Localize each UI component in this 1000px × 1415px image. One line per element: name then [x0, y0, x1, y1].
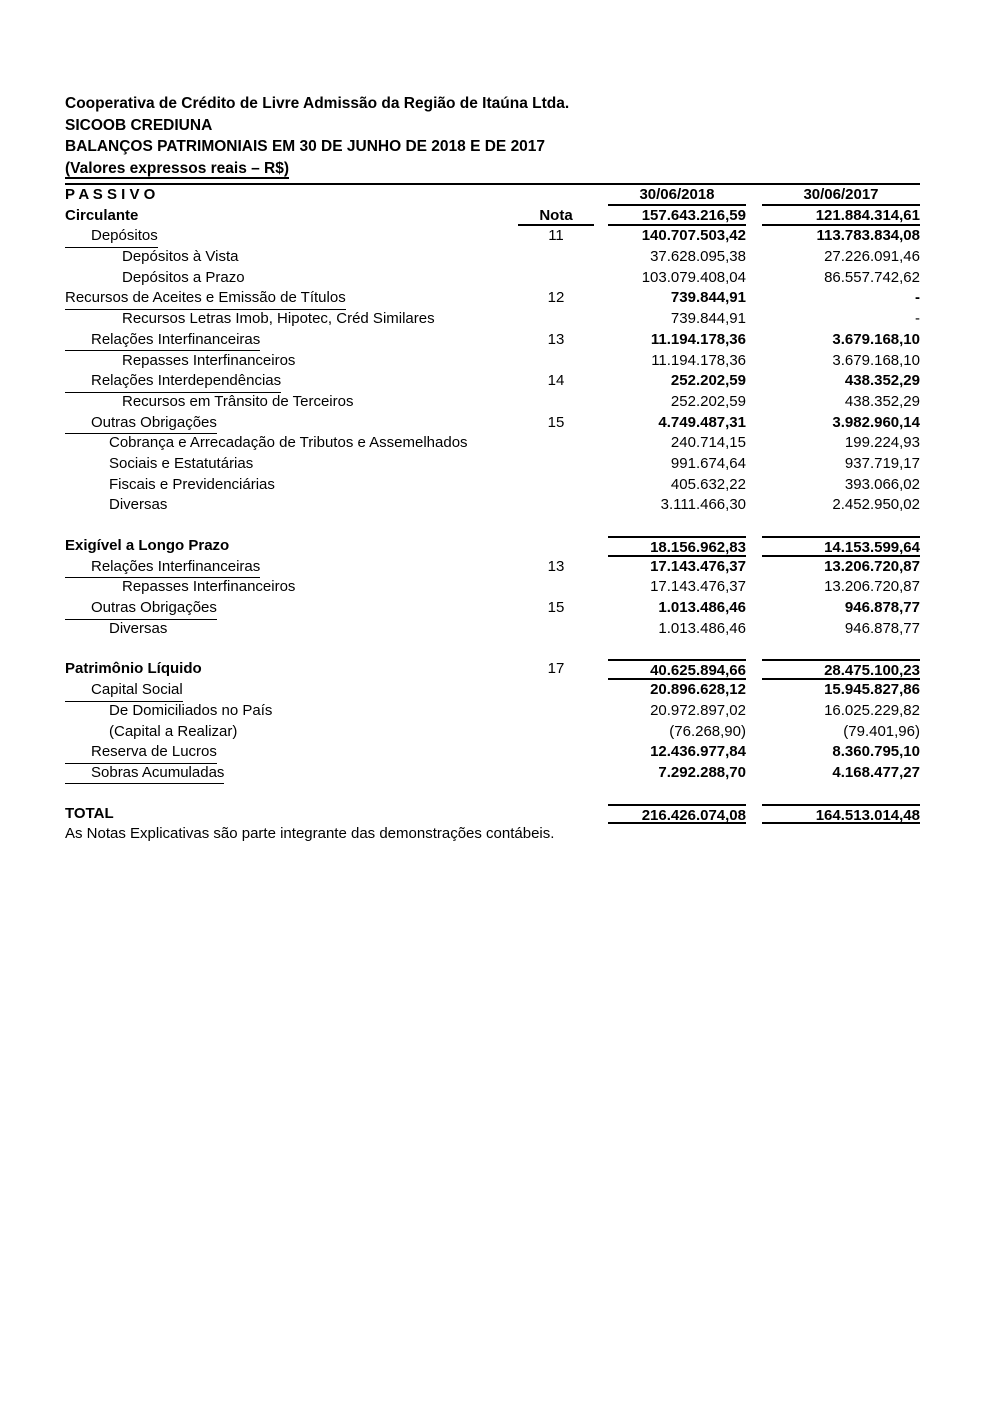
row-label: Outras Obrigações [65, 598, 217, 620]
row-nota [518, 454, 594, 475]
table-row [65, 413, 920, 434]
table-row [65, 351, 920, 372]
row-value-2017: - [915, 310, 920, 328]
table-row [65, 619, 920, 640]
row-label: Diversas [109, 496, 168, 514]
row-label: Patrimônio Líquido [65, 660, 202, 678]
row-label: Depósitos a Prazo [122, 268, 245, 286]
column-header-2017: 30/06/2017 [762, 185, 920, 206]
spacer-row [65, 784, 920, 804]
row-nota: 15 [547, 413, 565, 431]
row-value-2018: 17.143.476,37 [650, 557, 746, 575]
currency-note: (Valores expressos reais – R$) [65, 159, 290, 177]
table-row [65, 371, 920, 392]
row-value-2017: 4.168.477,27 [832, 763, 920, 781]
row-label: Recursos em Trânsito de Terceiros [122, 392, 354, 410]
row-label: (Capital a Realizar) [109, 722, 238, 740]
row-label: De Domiciliados no País [109, 701, 273, 719]
table-row [65, 763, 920, 784]
row-value-2018: 252.202,59 [670, 392, 746, 410]
row-nota [518, 268, 594, 289]
row-value-2017: 3.679.168,10 [832, 330, 920, 348]
row-nota [518, 742, 594, 763]
row-value-2017: 946.878,77 [844, 619, 920, 637]
row-value-2018: 4.749.487,31 [658, 413, 746, 431]
statement-title: BALANÇOS PATRIMONIAIS EM 30 DE JUNHO DE 2018 E DE 2017 [65, 138, 546, 155]
row-label: TOTAL [65, 804, 114, 822]
row-nota: 13 [547, 330, 565, 348]
table-row [65, 288, 920, 309]
row-value-2017: 3.679.168,10 [832, 351, 920, 369]
row-label: Sobras Acumuladas [65, 763, 224, 785]
row-value-2018: 11.194.178,36 [650, 330, 746, 348]
row-nota [518, 763, 594, 784]
row-value-2017: 3.982.960,14 [832, 413, 920, 431]
row-label: Repasses Interfinanceiros [122, 578, 296, 596]
row-value-2017: 13.206.720,87 [824, 557, 920, 575]
row-value-2017: 15.945.827,86 [824, 681, 920, 699]
row-nota: 13 [547, 557, 565, 575]
table-row [65, 557, 920, 578]
row-value-2018: 103.079.408,04 [641, 268, 746, 286]
row-value-2018: 1.013.486,46 [658, 619, 746, 637]
row-value-2018: 405.632,22 [670, 475, 746, 493]
row-value-2017: 27.226.091,46 [824, 248, 920, 266]
row-nota [518, 392, 594, 413]
table-row [65, 247, 920, 268]
table-row [65, 680, 920, 701]
row-value-2017: 946.878,77 [844, 599, 920, 617]
row-value-2017: 438.352,29 [844, 372, 920, 390]
row-nota: 11 [548, 227, 564, 245]
row-value-2018: 20.972.897,02 [650, 701, 746, 719]
table-row [65, 742, 920, 763]
row-value-2018: 140.707.503,42 [641, 227, 746, 245]
column-header-2018: 30/06/2018 [608, 185, 746, 206]
table-row [65, 454, 920, 475]
row-label: Relações Interdependências [65, 371, 281, 393]
row-value-2017: 16.025.229,82 [824, 701, 920, 719]
row-value-2018: 11.194.178,36 [651, 351, 746, 369]
row-value-2017: 8.360.795,10 [832, 743, 920, 761]
table-row [65, 392, 920, 413]
table-row [65, 536, 920, 557]
company-short-name: SICOOB CREDIUNA [65, 116, 213, 134]
table-row [65, 226, 920, 247]
row-value-2017: 937.719,17 [844, 454, 920, 472]
balance-table [65, 185, 920, 824]
document-content [65, 93, 920, 845]
row-label: Relações Interfinanceiras [65, 330, 260, 352]
row-nota [518, 680, 594, 701]
row-nota [518, 351, 594, 372]
document-header [65, 93, 920, 179]
row-label: Reserva de Lucros [65, 742, 217, 764]
row-nota [518, 247, 594, 268]
table-row [65, 433, 920, 454]
row-nota: 12 [547, 289, 565, 307]
spacer-row [65, 639, 920, 659]
table-row [65, 268, 920, 289]
row-value-2017: 393.066,02 [844, 475, 920, 493]
row-label: Repasses Interfinanceiros [122, 351, 296, 369]
table-row [65, 495, 920, 516]
table-row [65, 659, 920, 680]
row-value-2017: 438.352,29 [844, 392, 920, 410]
row-value-2018: 739.844,91 [670, 310, 746, 328]
table-row [65, 475, 920, 496]
row-nota [518, 577, 594, 598]
row-nota [518, 722, 594, 743]
row-nota [518, 495, 594, 516]
row-value-2018: (76.268,90) [669, 722, 746, 740]
row-label: Capital Social [65, 680, 183, 702]
table-row [65, 598, 920, 619]
row-nota [518, 701, 594, 722]
row-value-2017: - [915, 289, 920, 307]
table-header-row [65, 185, 920, 206]
row-value-2018: 240.714,15 [670, 434, 746, 452]
row-label: Outras Obrigações [65, 413, 217, 435]
row-value-2017: 164.513.014,48 [762, 804, 920, 825]
table-row [65, 206, 920, 227]
table-row [65, 577, 920, 598]
row-label: Diversas [109, 619, 168, 637]
table-row [65, 722, 920, 743]
row-nota: 17 [547, 660, 565, 678]
table-row [65, 330, 920, 351]
row-value-2017: 14.153.599,64 [762, 536, 920, 557]
row-nota [518, 804, 594, 825]
row-value-2018: 12.436.977,84 [650, 743, 746, 761]
table-row [65, 309, 920, 330]
row-nota [518, 475, 594, 496]
row-label: Depósitos [65, 226, 158, 248]
row-value-2018: 17.143.476,37 [650, 578, 746, 596]
row-value-2017: 13.206.720,87 [824, 578, 920, 596]
row-value-2018: 157.643.216,59 [608, 206, 746, 227]
row-value-2017: 86.557.742,62 [824, 268, 920, 286]
row-label: Exigível a Longo Prazo [65, 537, 230, 554]
row-value-2018: 991.674,64 [670, 454, 746, 472]
row-label: Recursos Letras Imob, Hipotec, Créd Similares [122, 310, 435, 328]
row-value-2018: 18.156.962,83 [608, 536, 746, 557]
row-value-2018: 252.202,59 [670, 372, 746, 390]
row-nota: 14 [547, 372, 565, 390]
row-value-2017: 199.224,93 [844, 434, 920, 452]
row-label: Recursos de Aceites e Emissão de Títulos [65, 288, 346, 310]
row-value-2018: 216.426.074,08 [608, 804, 746, 825]
row-label: Circulante [65, 206, 139, 224]
nota-column-space [518, 185, 594, 206]
row-value-2017: 121.884.314,61 [762, 206, 920, 227]
row-label: Fiscais e Previdenciárias [109, 475, 275, 493]
table-row [65, 701, 920, 722]
row-value-2017: 28.475.100,23 [762, 659, 920, 680]
row-value-2018: 37.628.095,38 [650, 248, 746, 266]
company-name: Cooperativa de Crédito de Livre Admissão da Região de Itaúna Ltda. [65, 95, 570, 112]
row-value-2018: 40.625.894,66 [608, 659, 746, 680]
row-value-2018: 1.013.486,46 [658, 599, 746, 617]
row-nota [518, 536, 594, 557]
row-nota [518, 309, 594, 330]
table-row [65, 804, 920, 825]
footnote: As Notas Explicativas são parte integrante das demonstrações contábeis. [65, 825, 555, 843]
passivo-heading: P A S S I V O [65, 186, 156, 203]
row-label: Depósitos à Vista [122, 248, 239, 266]
row-label: Relações Interfinanceiras [65, 557, 260, 579]
row-label: Cobrança e Arrecadação de Tributos e Assemelhados [109, 434, 468, 452]
spacer-row [65, 516, 920, 536]
row-nota: 15 [547, 599, 565, 617]
row-nota: Nota [518, 206, 594, 227]
row-label: Sociais e Estatutárias [109, 454, 254, 472]
table-body [65, 206, 920, 825]
row-value-2017: (79.401,96) [843, 722, 920, 740]
row-value-2017: 113.783.834,08 [816, 227, 920, 245]
row-value-2018: 739.844,91 [670, 289, 746, 307]
row-value-2018: 20.896.628,12 [650, 681, 746, 699]
row-nota [518, 619, 594, 640]
row-nota [518, 433, 594, 454]
row-value-2018: 7.292.288,70 [658, 763, 746, 781]
row-value-2017: 2.452.950,02 [832, 496, 920, 514]
row-value-2018: 3.111.466,30 [660, 496, 746, 514]
